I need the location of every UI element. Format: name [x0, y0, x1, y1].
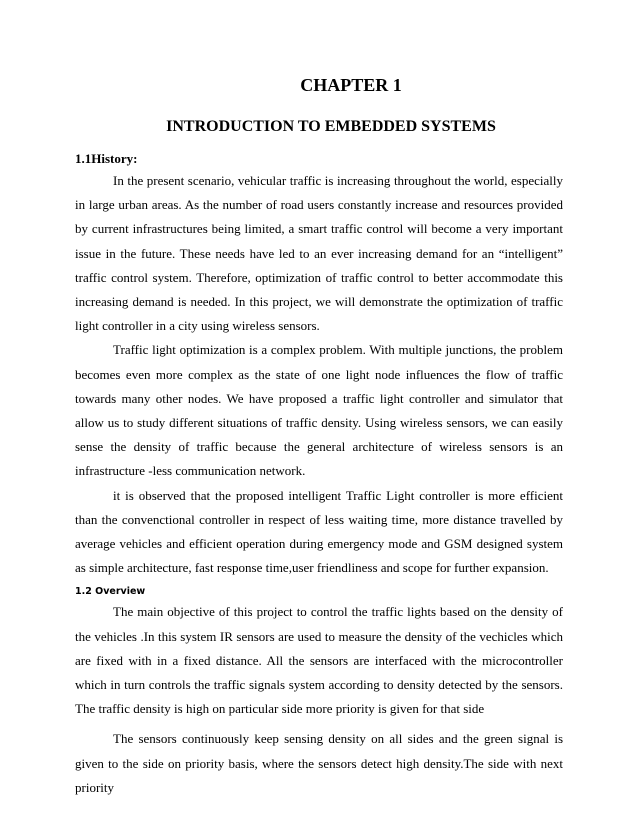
section-heading-history: 1.1History:: [75, 151, 138, 166]
paragraph: Traffic light optimization is a complex problem. With multiple junctions, the problem becomes even more complex as the state of one light node influences the flow of traffic towards many other nodes. We have proposed a traffic light controller and simulator that allow us to study different situations of traffic density. Using wireless sensors, we can easily sense the density of traffic because the general architecture of wireless sensors is an infrastructure -less communication network.: [75, 342, 563, 479]
page-content: [75, 149, 563, 800]
chapter-title: INTRODUCTION TO EMBEDDED SYSTEMS: [166, 118, 496, 135]
paragraph: In the present scenario, vehicular traffic is increasing throughout the world, especially in large urban areas. As the number of road users constantly increase and resources provided by current infrastructures being limited, a smart traffic control will become a very important issue in the future. These needs have led to an ever increasing demand for an “intelligent” traffic control system. Therefore, optimization of traffic control to better accommodate this increasing demand is needed. In this project, we will demonstrate the optimization of traffic light controller in a city using wireless sensors.: [75, 173, 563, 334]
paragraph: The main objective of this project to control the traffic lights based on the density of the vehicles .In this system IR sensors are used to measure the density of the vechicles which are fixed with in a fixed distance. All the sensors are interfaced with the microcontroller which in turn controls the traffic signals system according to density detected by the sensors. The traffic density is high on particular side more priority is given for that side: [75, 604, 563, 717]
chapter-label: CHAPTER 1: [300, 75, 402, 95]
section-heading-overview: 1.2 Overview: [75, 586, 146, 598]
paragraph: The sensors continuously keep sensing density on all sides and the green signal is given to the side on priority basis, where the sensors detect high density.The side with next priority: [75, 731, 563, 795]
paragraph: it is observed that the proposed intelligent Traffic Light controller is more efficient than the convenctional controller in respect of less waiting time, more distance travelled by average vehicles and efficient operation during emergency mode and GSM designed system as simple architecture, fast response time,user friendliness and scope for further expansion.: [75, 487, 563, 576]
